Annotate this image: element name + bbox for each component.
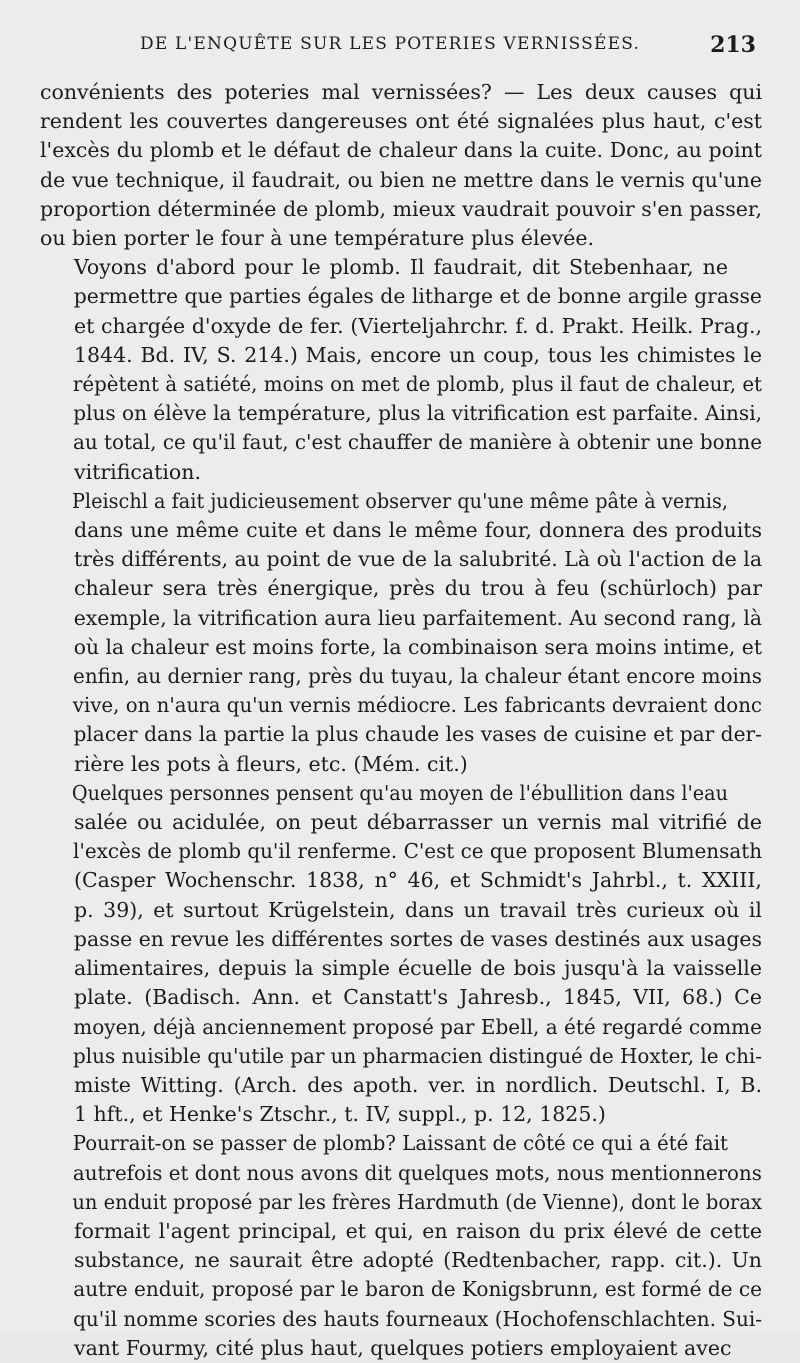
paragraph [40, 779, 762, 1129]
paragraph [40, 487, 762, 779]
text-line: Voyons d'abord pour le plomb. Il faudrait, dit Stebenhaar, ne [74, 255, 728, 280]
text-line: alimentaires, depuis la simple écuelle de bois jusqu'à la vaisselle [74, 956, 762, 981]
running-title: DE L'ENQUÊTE SUR LES POTERIES VERNISSÉES. [140, 34, 641, 54]
text-line: rendent les couvertes dangereuses ont été signalées plus haut, c'est [40, 109, 762, 134]
text-line: un enduit proposé par les frères Hardmuth (de Vienne), dont le borax [72, 1189, 762, 1214]
text-line: rière les pots à fleurs, etc. (Mém. cit.) [74, 751, 468, 776]
text-line: autre enduit, proposé par le baron de Konigsbrunn, est formé de ce [73, 1277, 763, 1302]
body-text [40, 78, 762, 1363]
text-line: 1844. Bd. IV, S. 214.) Mais, encore un coup, tous les chimistes le [74, 342, 762, 367]
text-line: miste Witting. (Arch. des apoth. ver. in nordlich. Deutschl. I, B. [74, 1072, 763, 1097]
text-line: Pourrait-on se passer de plomb? Laissant de côté ce qui a été fait [72, 1131, 728, 1156]
text-line: p. 39), et surtout Krügelstein, dans un travail très curieux où il [74, 897, 762, 922]
text-line: très différents, au point de vue de la salubrité. Là où l'action de la [74, 547, 763, 572]
text-line: convénients des poteries mal vernissées? — Les deux causes qui [40, 80, 763, 104]
text-line: passe en revue les différentes sortes de vases destinés aux usages [73, 926, 763, 951]
text-line: chaleur sera très énergique, près du trou à feu (schürloch) par [74, 576, 762, 601]
text-line: plate. (Badisch. Ann. et Canstatt's Jahresb., 1845, VII, 68.) Ce [74, 985, 762, 1010]
running-head [40, 34, 760, 64]
text-line: 1 hft., et Henke's Ztschr., t. IV, suppl., p. 12, 1825.) [74, 1102, 606, 1127]
text-line: formait l'agent principal, et qui, en raison du prix élevé de cette [74, 1218, 763, 1243]
text-line: et chargée d'oxyde de fer. (Vierteljahrchr. f. d. Prakt. Heilk. Prag., [74, 313, 762, 338]
text-line: vitrification. [74, 459, 201, 484]
text-line: permettre que parties égales de litharge et de bonne argile grasse [73, 284, 762, 309]
paragraph [40, 1129, 762, 1363]
text-line: (Casper Wochenschr. 1838, n° 46, et Schmidt's Jahrbl., t. XXIII, [74, 868, 762, 893]
text-line: placer dans la partie la plus chaude les vases de cuisine et par der- [73, 722, 762, 747]
text-line: vant Fourmy, cité plus haut, quelques potiers employaient avec [74, 1335, 732, 1360]
text-line: autrefois et dont nous avons dit quelques mots, nous mentionnerons [72, 1160, 762, 1185]
text-line: plus on élève la température, plus la vitrification est parfaite. Ainsi, [73, 401, 763, 426]
text-line: plus nuisible qu'utile par un pharmacien distingué de Hoxter, le chi- [73, 1043, 763, 1068]
text-line: de vue technique, il faudrait, ou bien ne mettre dans le vernis qu'une [40, 167, 762, 192]
text-line: vive, on n'aura qu'un vernis médiocre. Les fabricants devraient donc [72, 693, 763, 718]
paragraph [40, 253, 762, 487]
page-number: 213 [710, 32, 756, 58]
text-line: où la chaleur est moins forte, la combinaison sera moins intime, et [73, 634, 763, 659]
text-line: exemple, la vitrification aura lieu parfaitement. Au second rang, là [73, 605, 762, 630]
text-line: Quelques personnes pensent qu'au moyen de l'ébullition dans l'eau [71, 780, 728, 805]
text-line: au total, ce qu'il faut, c'est chauffer de manière à obtenir une bonne [73, 430, 762, 455]
text-line: qu'il nomme scories des hauts fourneaux (Hochofenschlachten. Sui- [73, 1306, 763, 1331]
text-line: répètent à satiété, moins on met de plomb, plus il faut de chaleur, et [72, 372, 763, 397]
text-line: dans une même cuite et dans le même four, donnera des produits [74, 518, 763, 543]
text-line: ou bien porter le four à une température plus élevée. [40, 226, 595, 251]
text-line: moyen, déjà anciennement proposé par Ebell, a été regardé comme [73, 1014, 763, 1039]
text-line: proportion déterminée de plomb, mieux vaudrait pouvoir s'en passer, [40, 196, 762, 221]
text-line: l'excès de plomb qu'il renferme. C'est ce que proposent Blumensath [73, 839, 763, 864]
text-line: l'excès du plomb et le défaut de chaleur dans la cuite. Donc, au point [40, 138, 762, 163]
text-line: salée ou acidulée, on peut débarrasser un vernis mal vitrifié de [74, 810, 763, 835]
text-line: enfin, au dernier rang, près du tuyau, la chaleur étant encore moins [73, 664, 763, 689]
paragraph [40, 78, 762, 253]
text-line: Pleischl a fait judicieusement observer qu'une même pâte à vernis, [71, 488, 729, 513]
text-line: substance, ne saurait être adopté (Redtenbacher, rapp. cit.). Un [74, 1248, 762, 1273]
